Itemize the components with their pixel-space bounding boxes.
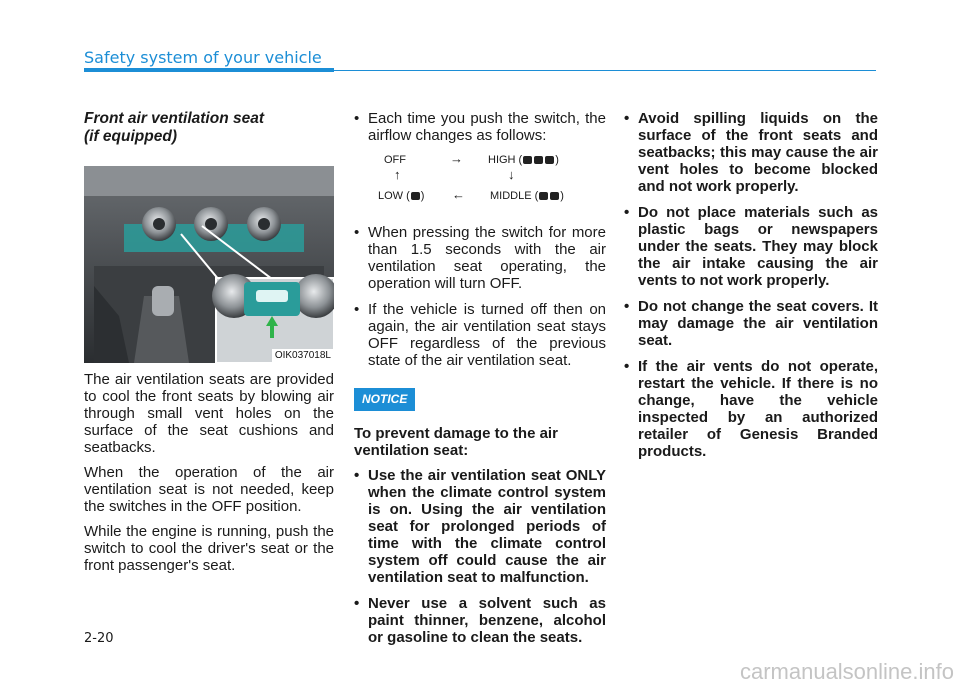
flow-high: HIGH ( ) bbox=[488, 154, 559, 166]
header-rule-thin bbox=[334, 70, 876, 71]
paragraph: The air ventilation seats are provided to cool the front seats by blowing air through small vent holes on the surface of the seat cushions and seatbacks. bbox=[84, 371, 334, 456]
flow-middle: MIDDLE ( ) bbox=[490, 190, 564, 202]
list-item: • If the air vents do not operate, restart the vehicle. If there is no change, have the vehicle inspected by an authorized retailer of Genesis Branded products. bbox=[624, 358, 878, 460]
bullet-list bbox=[354, 110, 606, 144]
arrow-left-icon: ← bbox=[452, 187, 465, 202]
airflow-sequence-diagram bbox=[354, 150, 606, 214]
flow-off: OFF bbox=[384, 154, 406, 166]
header-title: Safety system of your vehicle bbox=[84, 48, 322, 67]
paragraph: When the operation of the air ventilation seat is not needed, keep the switches in the OFF position. bbox=[84, 464, 334, 515]
notice-lead: To prevent damage to the air ventilation seat: bbox=[354, 425, 558, 459]
watermark: carmanualsonline.info bbox=[739, 659, 954, 684]
notice-list bbox=[624, 110, 878, 460]
photo-label: OIK037018L bbox=[272, 349, 334, 363]
fan-icon bbox=[550, 192, 559, 200]
bullet-list bbox=[354, 224, 606, 369]
paragraph: While the engine is running, push the switch to cool the driver's seat or the front passenger's seat. bbox=[84, 523, 334, 574]
section-title bbox=[84, 110, 334, 146]
section-title-line2: (if equipped) bbox=[84, 128, 177, 145]
fan-icon bbox=[539, 192, 548, 200]
list-item: • Do not change the seat covers. It may damage the air ventilation seat. bbox=[624, 298, 878, 349]
arrow-down-icon: ↓ bbox=[508, 167, 515, 182]
fan-icon bbox=[523, 156, 532, 164]
list-item: • Avoid spilling liquids on the surface of the front seats and seatbacks; this may cause the air vent holes to become blocked and not work properly. bbox=[624, 110, 878, 195]
list-item: • If the vehicle is turned off then on again, the air ventilation seat stays OFF regardless of the previous state of the air ventilation seat. bbox=[354, 301, 606, 369]
fan-icon bbox=[545, 156, 554, 164]
list-item: • Use the air ventilation seat ONLY when the climate control system is on. Using the air ventilation seat for prolonged periods of time with the climate control system off could cause the air ventilation seat to malfunction. bbox=[354, 467, 606, 586]
fan-icon bbox=[411, 192, 420, 200]
notice-badge: NOTICE bbox=[354, 388, 415, 411]
page-number: 2-20 bbox=[84, 631, 114, 646]
list-item: • Each time you push the switch, the airflow changes as follows: bbox=[354, 110, 606, 144]
list-item: • When pressing the switch for more than 1.5 seconds with the air ventilation seat operating, the operation will turn OFF. bbox=[354, 224, 606, 292]
console-illustration bbox=[84, 166, 334, 363]
list-item: • Do not place materials such as plastic bags or newspapers under the seats. They may block the air intake causing the air vents to not work properly. bbox=[624, 204, 878, 289]
column-middle bbox=[354, 110, 606, 655]
ventilation-switch-photo bbox=[84, 166, 334, 363]
column-left bbox=[84, 110, 334, 582]
header-rule-thick bbox=[84, 68, 334, 72]
flow-low: LOW ( ) bbox=[378, 190, 425, 202]
list-item: • Never use a solvent such as paint thinner, benzene, alcohol or gasoline to clean the seats. bbox=[354, 595, 606, 646]
arrow-up-icon: ↑ bbox=[394, 167, 401, 182]
column-right bbox=[624, 110, 878, 469]
fan-icon bbox=[534, 156, 543, 164]
notice-list bbox=[354, 467, 606, 646]
arrow-right-icon: → bbox=[450, 151, 463, 166]
section-title-line1: Front air ventilation seat bbox=[84, 110, 265, 127]
